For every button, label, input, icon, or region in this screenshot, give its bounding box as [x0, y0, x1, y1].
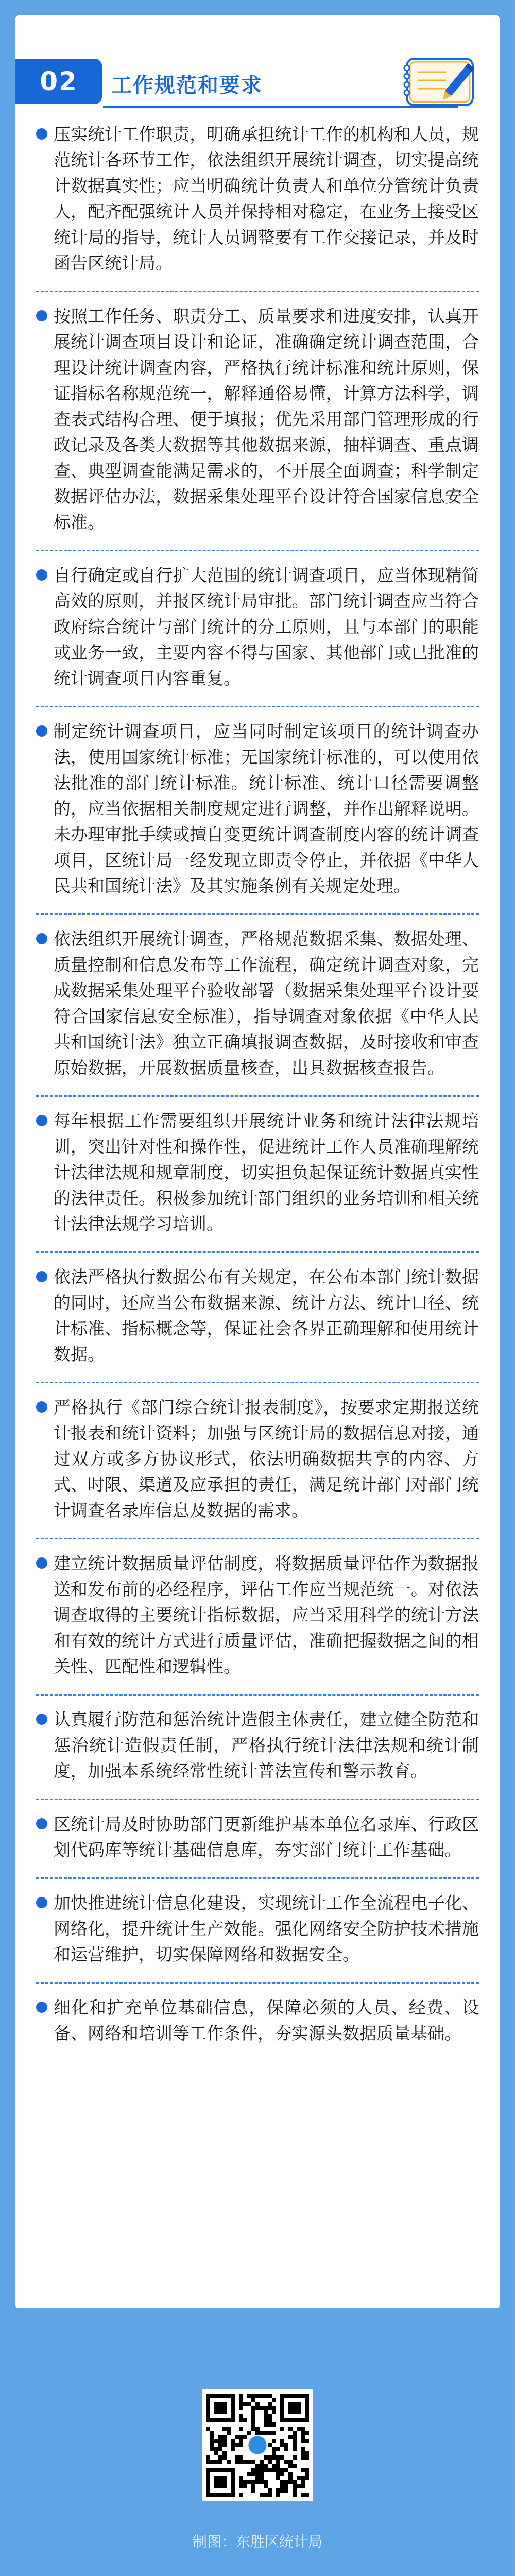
dashed-divider [36, 1799, 479, 1800]
bullet-dot-icon [36, 569, 47, 581]
bullet-dot-icon [36, 1115, 47, 1126]
dashed-divider [36, 550, 479, 551]
list-item [36, 303, 479, 535]
list-item-text: 认真履行防范和惩治统计造假主体责任，建立健全防范和惩治统计造假责任制，严格执行统计法律法规和统计制度，加强本系统经常性统计普法宣传和警示教育。 [54, 1709, 479, 1781]
list-item-text: 区统计局及时协助部门更新维护基本单位名录库、行政区划代码库等统计基础信息库，夯实部门统计工作基础。 [54, 1814, 479, 1860]
dashed-divider [36, 291, 479, 292]
bullet-dot-icon [36, 725, 47, 737]
list-item [36, 1395, 479, 1523]
notebook-pen-icon [397, 56, 483, 108]
bullet-dot-icon [36, 128, 47, 140]
dashed-divider [36, 1694, 479, 1696]
bullet-dot-icon [36, 1818, 47, 1829]
dashed-divider [36, 1382, 479, 1383]
bullet-dot-icon [36, 1271, 47, 1282]
list-item-text: 建立统计数据质量评估制度，将数据质量评估作为数据报送和发布前的必经程序，评估工作应当规范统一。对依法调查取得的主要统计指标数据，应当采用科学的统计方法和有效的统计方式进行质量评估，准确把握数据之间的相关性、匹配性和逻辑性。 [54, 1553, 479, 1676]
list-item [36, 926, 479, 1081]
dashed-divider [36, 706, 479, 707]
list-item-text: 严格执行《部门综合统计报表制度》，按要求定期报送统计报表和统计资料；加强与区统计局的数据信息对接，通过双方或多方协议形式，依法明确数据共享的内容、方式、时限、渠道及应承担的责任，满足统计部门对部门统计调查名录库信息及数据的需求。 [54, 1397, 479, 1520]
list-item-text: 加快推进统计信息化建设，实现统计工作全流程电子化、网络化，提升统计生产效能。强化网络安全防护技术措施和运营维护，切实保障网络和数据安全。 [54, 1893, 479, 1964]
list-item-text: 每年根据工作需要组织开展统计业务和统计法律法规培训，突出针对性和操作性，促进统计工作人员准确理解统计法律法规和规章制度，切实担负起保证统计数据真实性的法律责任。积极参加统计部门组织的业务培训和相关统计法律法规学习培训。 [54, 1111, 479, 1234]
qr-code-icon [202, 2389, 313, 2501]
list-item [36, 122, 479, 276]
list-item-text: 压实统计工作职责，明确承担统计工作的机构和人员，规范统计各环节工作，依法组织开展统计调查，切实提高统计数据真实性；应当明确统计负责人和单位分管统计负责人，配齐配强统计人员并保持相对稳定，在业务上接受区统计局的指导，统计人员调整要有工作交接记录，并及时函告区统计局。 [54, 124, 479, 273]
image-credit: 制图：东胜区统计局 [192, 2533, 322, 2550]
bullet-dot-icon [36, 1897, 47, 1908]
list-item-text: 制定统计调查项目，应当同时制定该项目的统计调查办法，使用国家统计标准；无国家统计标准的，可以使用依法批准的部门统计标准。统计标准、统计口径需要调整的，应当依据相关制度规定进行调整，并作出解释说明。未办理审批手续或擅自变更统计调查制度内容的统计调查项目，区统计局一经发现立即责令停止，并依据《中华人民共和国统计法》及其实施条例有关规定处理。 [54, 721, 479, 896]
list-item [36, 1890, 479, 1968]
bullet-dot-icon [36, 1557, 47, 1569]
list-item-text: 细化和扩充单位基础信息，保障必须的人员、经费、设备、网络和培训等工作条件，夯实源头数据质量基础。 [54, 1997, 479, 2043]
dashed-divider [36, 913, 479, 915]
bullet-dot-icon [36, 2002, 47, 2013]
dashed-divider [36, 1538, 479, 1539]
list-item [36, 1551, 479, 1680]
section-number-badge: 02 [15, 59, 102, 104]
section-title: 工作规范和要求 [111, 74, 263, 97]
dashed-divider [36, 1095, 479, 1097]
list-item-text: 依法组织开展统计调查，严格规范数据采集、数据处理、质量控制和信息发布等工作流程，确定统计调查对象，完成数据采集处理平台验收部署（数据采集处理平台设计要符合国家信息安全标准），指导调查对象依据《中华人民共和国统计法》独立正确填报调查数据，及时接收和审查原始数据，开展数据质量核查，出具数据核查报告。 [54, 929, 479, 1078]
requirements-list [36, 118, 479, 2046]
list-item [36, 1995, 479, 2046]
dashed-divider [36, 1251, 479, 1253]
list-item [36, 563, 479, 691]
list-item-text: 自行确定或自行扩大范围的统计调查项目，应当体现精简高效的原则，并报区统计局审批。部门统计调查应当符合政府综合统计与部门统计的分工原则，且与本部门的职能或业务一致，主要内容不得与国家、其他部门或已批准的统计调查项目内容重复。 [54, 565, 479, 688]
bullet-dot-icon [36, 1401, 47, 1413]
list-item [36, 1108, 479, 1237]
dashed-divider [36, 1877, 479, 1879]
bullet-dot-icon [36, 933, 47, 944]
section-header [15, 36, 500, 113]
list-item [36, 1264, 479, 1367]
list-item [36, 719, 479, 899]
list-item [36, 1707, 479, 1784]
bullet-dot-icon [36, 1714, 47, 1725]
list-item-text: 按照工作任务、职责分工、质量要求和进度安排，认真开展统计调查项目设计和论证，准确确定统计调查范围，合理设计统计调查内容，严格执行统计标准和统计原则，保证指标名称规范统一，解释通俗易懂，计算方法科学，调查表式结构合理、便于填报；优先采用部门管理形成的行政记录及各类大数据等其他数据来源，抽样调查、重点调查、典型调查能满足需求的，不开展全面调查；科学制定数据评估办法，数据采集处理平台设计符合国家信息安全标准。 [54, 306, 479, 532]
bullet-dot-icon [36, 310, 47, 321]
dashed-divider [36, 1982, 479, 1984]
list-item-text: 依法严格执行数据公布有关规定，在公布本部门统计数据的同时，还应当公布数据来源、统计方法、统计口径、统计标准、指标概念等，保证社会各界正确理解和使用统计数据。 [54, 1267, 479, 1364]
list-item [36, 1811, 479, 1863]
content-card [15, 15, 500, 2308]
